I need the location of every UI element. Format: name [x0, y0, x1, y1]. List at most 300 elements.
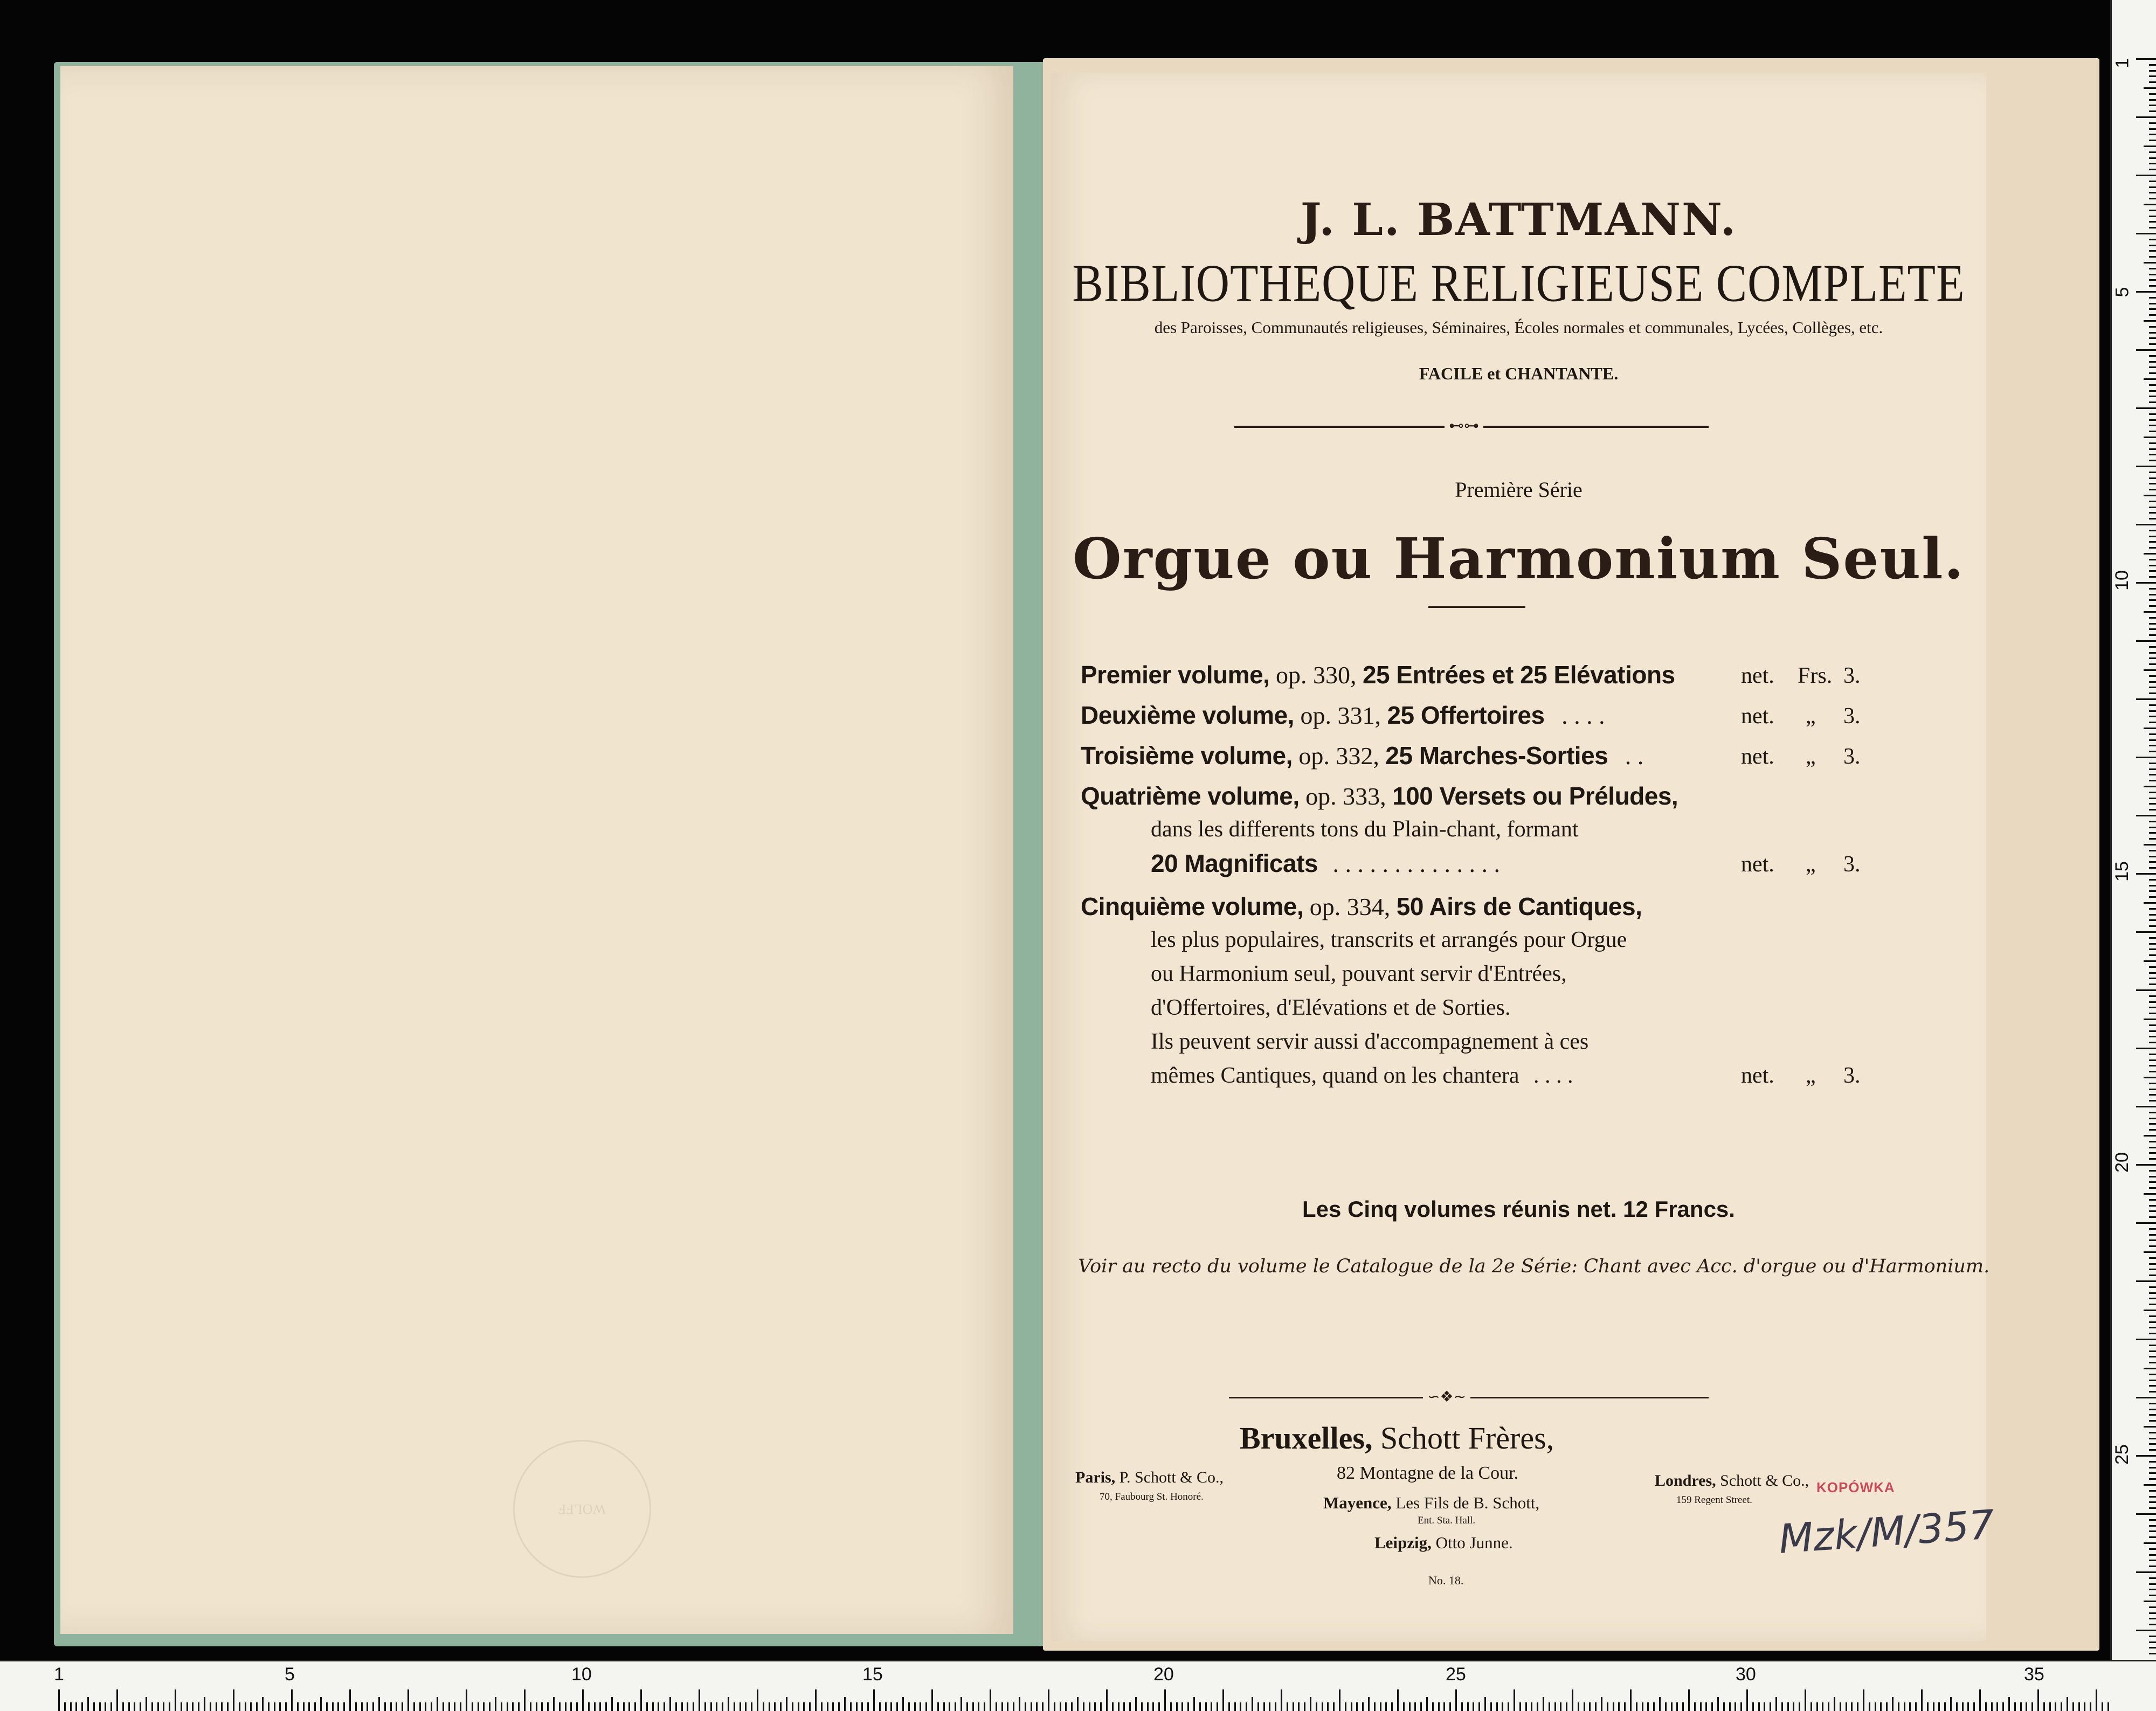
- ruler-tick: [2149, 687, 2156, 688]
- ruler-tick: [1257, 1702, 1259, 1711]
- ruler-tick: [2149, 1472, 2156, 1474]
- ruler-tick: [966, 1702, 968, 1711]
- ruler-tick: [1770, 1702, 1771, 1711]
- ruler-tick: [1927, 1702, 1929, 1711]
- left-blank-page: [60, 66, 1013, 1634]
- ruler-tick: [1473, 1702, 1474, 1711]
- ruler-tick: [2149, 1647, 2156, 1648]
- ruler-tick: [576, 1702, 578, 1711]
- library-tagline: FACILE et CHANTANTE.: [1419, 364, 1619, 383]
- ruler-tick: [291, 1689, 293, 1711]
- ruler-tick: [2149, 361, 2156, 363]
- ruler-tick: [1729, 1702, 1731, 1711]
- ruler-tick: [786, 1697, 787, 1711]
- ruler-tick: [949, 1702, 950, 1711]
- ruler-tick: [2149, 1420, 2156, 1422]
- ruler-tick: [507, 1702, 508, 1711]
- ruler-tick: [1013, 1702, 1014, 1711]
- ruler-tick: [2149, 1036, 2156, 1037]
- ruler-tick: [861, 1702, 863, 1711]
- ruler-tick: [2149, 983, 2156, 985]
- ruler-tick: [1682, 1702, 1684, 1711]
- ruler-tick: [1170, 1702, 1172, 1711]
- ruler-tick: [1554, 1702, 1556, 1711]
- ruler-tick: [2149, 343, 2156, 345]
- ruler-tick: [594, 1702, 596, 1711]
- ruler-tick: [1181, 1702, 1183, 1711]
- ruler-tick: [2149, 1112, 2156, 1113]
- ruler-tick: [2149, 326, 2156, 328]
- ruler-tick: [699, 1689, 700, 1711]
- ruler-tick: [2149, 221, 2156, 223]
- ruler-tick: [2149, 1525, 2156, 1527]
- ruler-tick: [256, 1702, 258, 1711]
- ruler-tick: [478, 1702, 479, 1711]
- ruler-tick: [1147, 1702, 1149, 1711]
- ruler-tick: [2149, 1129, 2156, 1131]
- ruler-tick: [2144, 902, 2156, 904]
- ruler-tick: [2149, 419, 2156, 421]
- volume-2-price: 3.: [1843, 704, 1861, 729]
- ruler-tick: [81, 1702, 83, 1711]
- ruler-tick: [1566, 1702, 1567, 1711]
- ruler-tick: [1822, 1702, 1823, 1711]
- ruler-tick: [2149, 594, 2156, 595]
- ruler-tick: [1100, 1702, 1102, 1711]
- ruler-tick: [2149, 919, 2156, 921]
- ruler-tick: [2014, 1702, 2016, 1711]
- ruler-tick: [734, 1702, 735, 1711]
- ruler-tick: [1031, 1702, 1032, 1711]
- ruler-tick: [2149, 140, 2156, 141]
- ruler-tick: [2149, 948, 2156, 950]
- ruler-tick: [1380, 1702, 1381, 1711]
- ruler-tick: [2149, 1519, 2156, 1521]
- ruler-tick: [2149, 541, 2156, 543]
- ruler-tick: [1811, 1702, 1812, 1711]
- ruler-tick: [832, 1702, 834, 1711]
- ruler-tick: [1083, 1702, 1084, 1711]
- ruler-tick: [2149, 454, 2156, 455]
- ruler-tick: [1875, 1702, 1876, 1711]
- ruler-tick: [303, 1702, 305, 1711]
- ruler-tick: [664, 1702, 665, 1711]
- ruler-tick: [844, 1697, 846, 1711]
- ruler-tick: [2149, 803, 2156, 805]
- ruler-tick: [2149, 1071, 2156, 1072]
- ruler-tick: [2149, 570, 2156, 572]
- title-page: [1051, 73, 1990, 1641]
- ruler-tick: [361, 1702, 363, 1711]
- ruler-tick: [1060, 1702, 1061, 1711]
- ruler-tick: [1129, 1702, 1131, 1711]
- volume-1-currency: Frs.: [1798, 663, 1833, 688]
- ruler-tick: [2149, 1042, 2156, 1043]
- ruler-tick: [1467, 1702, 1469, 1711]
- ruler-tick: [2136, 698, 2156, 700]
- ruler-tick: [2149, 1403, 2156, 1404]
- author-name: J. L. BATTMANN.: [1300, 194, 1737, 246]
- ruler-tick: [1374, 1702, 1376, 1711]
- ruler-tick: [2149, 652, 2156, 654]
- ruler-tick: [2149, 366, 2156, 368]
- ruler-tick: [2144, 786, 2156, 787]
- ruler-tick: [2149, 1001, 2156, 1003]
- ruler-right-label: 25: [2111, 1444, 2132, 1465]
- ruler-tick: [2149, 1118, 2156, 1119]
- ruler-tick: [960, 1697, 962, 1711]
- ruler-tick: [1089, 1702, 1090, 1711]
- ruler-tick: [1537, 1702, 1538, 1711]
- ruler-tick: [2149, 81, 2156, 83]
- ruler-tick: [2136, 931, 2156, 933]
- ruler-tick: [1950, 1697, 1952, 1711]
- ruler-tick: [2149, 1530, 2156, 1532]
- ruler-tick: [1508, 1702, 1509, 1711]
- ruler-tick: [2149, 774, 2156, 775]
- ruler-tick: [1135, 1697, 1137, 1711]
- ruler-tick: [1933, 1702, 1934, 1711]
- ruler-tick: [2136, 1106, 2156, 1107]
- ruler-tick: [623, 1702, 625, 1711]
- ruler-tick: [1252, 1697, 1253, 1711]
- ruler-tick: [297, 1702, 299, 1711]
- ruler-tick: [1391, 1702, 1393, 1711]
- ruler-tick: [2136, 1280, 2156, 1282]
- ruler-tick: [2096, 1689, 2097, 1711]
- ruler-tick: [2149, 198, 2156, 199]
- ruler-tick: [2149, 792, 2156, 793]
- ruler-tick: [885, 1702, 887, 1711]
- handwritten-note: Voir au recto du volume le Catalogue de la 2e Série: Chant avec Acc. d'orgue ou d'Harmonium.: [1078, 1256, 1990, 1277]
- ruler-tick: [186, 1702, 188, 1711]
- ruler-tick: [780, 1702, 782, 1711]
- ruler-tick: [151, 1702, 153, 1711]
- ruler-tick: [2144, 1251, 2156, 1253]
- ruler-tick: [2149, 227, 2156, 228]
- ruler-tick: [2144, 378, 2156, 380]
- ruler-tick: [2149, 1443, 2156, 1445]
- ruler-tick: [216, 1702, 217, 1711]
- ruler-tick: [2149, 838, 2156, 840]
- ruler-tick: [2149, 1170, 2156, 1172]
- ruler-tick: [2149, 716, 2156, 717]
- publisher-address: 82 Montagne de la Cour.: [1337, 1463, 1519, 1483]
- ruler-tick: [2149, 1595, 2156, 1596]
- publisher-main: Bruxelles, Schott Frères,: [1240, 1421, 1554, 1456]
- ruler-tick: [314, 1702, 316, 1711]
- volume-5-line-4: Ils peuvent servir aussi d'accompagnement à ces: [1151, 1029, 1589, 1054]
- ruler-tick: [512, 1702, 514, 1711]
- ruler-tick: [2149, 1350, 2156, 1352]
- ruler-tick: [2149, 739, 2156, 741]
- ruler-tick: [2149, 250, 2156, 252]
- ruler-tick: [2149, 565, 2156, 566]
- ruler-tick: [367, 1702, 368, 1711]
- short-divider-rule: [1428, 606, 1525, 608]
- ruler-tick: [2149, 856, 2156, 857]
- ruler-tick: [413, 1702, 415, 1711]
- volume-row-1: Premier volume, op. 330, 25 Entrées et 25 Elévations: [1081, 661, 1675, 689]
- ruler-tick: [2149, 943, 2156, 945]
- ruler-tick: [890, 1702, 892, 1711]
- ruler-bottom-label: 25: [1446, 1664, 1466, 1685]
- ruler-tick: [1118, 1702, 1120, 1711]
- ruler-tick: [2149, 122, 2156, 124]
- ruler-tick: [2149, 1263, 2156, 1265]
- ruler-tick: [105, 1702, 106, 1711]
- volume-2-currency: „: [1806, 704, 1816, 729]
- ruler-tick: [605, 1702, 607, 1711]
- ruler-tick: [466, 1689, 467, 1711]
- ruler-tick: [93, 1702, 95, 1711]
- ruler-tick: [2149, 1024, 2156, 1026]
- ruler-tick: [873, 1689, 875, 1711]
- volume-2-net: net.: [1741, 704, 1774, 729]
- ruler-tick: [99, 1702, 101, 1711]
- ruler-tick: [704, 1702, 706, 1711]
- ruler-tick: [2149, 1123, 2156, 1125]
- ruler-tick: [140, 1702, 141, 1711]
- ruler-tick: [1880, 1702, 1882, 1711]
- ruler-tick: [1938, 1702, 1940, 1711]
- ruler-tick: [1700, 1702, 1702, 1711]
- ruler-tick: [2144, 1077, 2156, 1078]
- ruler-tick: [2136, 640, 2156, 642]
- ruler-tick: [2078, 1702, 2080, 1711]
- ruler-tick: [425, 1702, 426, 1711]
- ruler-tick: [146, 1697, 147, 1711]
- ruler-tick: [1857, 1702, 1858, 1711]
- ruler-tick: [2067, 1697, 2068, 1711]
- ruler-tick: [2149, 332, 2156, 334]
- ruler-tick: [553, 1697, 555, 1711]
- volume-3-net: net.: [1741, 744, 1774, 769]
- ruler-tick: [518, 1702, 520, 1711]
- ruler-tick: [2149, 1374, 2156, 1375]
- ruler-tick: [2144, 1135, 2156, 1137]
- ruler-tick: [2149, 1560, 2156, 1561]
- ruler-tick: [2149, 489, 2156, 490]
- ruler-tick: [2149, 308, 2156, 310]
- ruler-tick: [1904, 1702, 1905, 1711]
- ruler-tick: [2149, 1636, 2156, 1637]
- ruler-tick: [2149, 763, 2156, 764]
- ruler-tick: [2136, 1513, 2156, 1515]
- ruler-tick: [2149, 1245, 2156, 1247]
- ruler-tick: [169, 1702, 170, 1711]
- ruler-tick: [827, 1702, 828, 1711]
- ruler-tick: [2149, 512, 2156, 514]
- ruler-tick: [1525, 1702, 1527, 1711]
- ruler-tick: [1618, 1702, 1620, 1711]
- ruler-tick: [2049, 1702, 2051, 1711]
- ruler-tick: [2144, 669, 2156, 671]
- ruler-tick: [2149, 169, 2156, 170]
- ruler-tick: [1152, 1702, 1154, 1711]
- ruler-tick: [2149, 181, 2156, 182]
- ruler-tick: [2026, 1702, 2027, 1711]
- ruler-tick: [2149, 1554, 2156, 1556]
- ruler-tick: [221, 1702, 223, 1711]
- ruler-tick: [2149, 1536, 2156, 1538]
- ruler-tick: [1711, 1702, 1713, 1711]
- ruler-tick: [308, 1702, 310, 1711]
- ruler-tick: [2144, 146, 2156, 147]
- ruler-tick: [1834, 1697, 1835, 1711]
- ruler-tick: [1205, 1702, 1207, 1711]
- ruler-tick: [1187, 1702, 1189, 1711]
- ruler-tick: [233, 1689, 234, 1711]
- ruler-tick: [821, 1702, 823, 1711]
- ruler-tick: [2008, 1697, 2010, 1711]
- ruler-tick: [2144, 262, 2156, 264]
- ruler-tick: [693, 1702, 694, 1711]
- ruler-tick: [2149, 1304, 2156, 1305]
- ruler-tick: [1676, 1702, 1678, 1711]
- ruler-right-label: 1: [2112, 58, 2133, 68]
- publisher-leipzig: Leipzig, Otto Junne.: [1374, 1533, 1513, 1552]
- ruler-tick: [1805, 1689, 1806, 1711]
- ruler-tick: [2149, 780, 2156, 781]
- ruler-tick: [2149, 355, 2156, 357]
- ruler-tick: [1863, 1689, 1864, 1711]
- ruler-tick: [990, 1689, 991, 1711]
- ruler-tick: [2144, 1601, 2156, 1602]
- ruler-tick: [1752, 1702, 1754, 1711]
- ruler-tick: [2149, 483, 2156, 484]
- ruler-tick: [1443, 1702, 1445, 1711]
- ruler-tick: [1461, 1702, 1463, 1711]
- shelfmark-handwritten: Mzk/M/357: [1777, 1501, 1996, 1563]
- ruler-tick: [530, 1702, 531, 1711]
- ruler-bottom-label: 5: [285, 1664, 295, 1685]
- copy-stamp: KOPÓWKA: [1816, 1479, 1895, 1495]
- ruler-tick: [937, 1702, 939, 1711]
- ruler-tick: [2149, 163, 2156, 164]
- volume-5-currency: „: [1806, 1063, 1816, 1088]
- ruler-tick: [1601, 1697, 1602, 1711]
- volume-row-4: Quatrième volume, op. 333, 100 Versets ou Préludes,: [1081, 782, 1678, 810]
- ruler-tick: [2149, 1321, 2156, 1323]
- ruler-tick: [2149, 1490, 2156, 1492]
- ruler-tick: [2107, 1702, 2109, 1711]
- series-title: Orgue ou Harmonium Seul.: [1073, 525, 1965, 592]
- ruler-tick: [110, 1702, 112, 1711]
- volume-4-magnificats: 20 Magnificats . . . . . . . . . . . . . .: [1151, 849, 1500, 877]
- ruler-tick: [2149, 128, 2156, 130]
- ruler-tick: [879, 1702, 881, 1711]
- ruler-tick: [1607, 1702, 1608, 1711]
- ruler-tick: [2149, 110, 2156, 112]
- ruler-tick: [1846, 1702, 1847, 1711]
- ruler-tick: [978, 1702, 979, 1711]
- ruler-tick: [646, 1702, 648, 1711]
- publisher-ornament-icon: ∽❖∼: [1423, 1388, 1470, 1406]
- ruler-tick: [1176, 1702, 1178, 1711]
- ruler-tick: [2136, 291, 2156, 293]
- publisher-paris-address: 70, Faubourg St. Honoré.: [1100, 1491, 1204, 1502]
- ruler-tick: [1624, 1702, 1626, 1711]
- ruler-tick: [740, 1702, 741, 1711]
- ruler-tick: [611, 1697, 613, 1711]
- ruler-tick: [669, 1697, 671, 1711]
- ruler-tick: [134, 1702, 135, 1711]
- ruler-tick: [2149, 314, 2156, 316]
- ruler-tick: [262, 1697, 264, 1711]
- ruler-tick: [407, 1689, 409, 1711]
- ruler-tick: [2020, 1702, 2022, 1711]
- ruler-tick: [2149, 908, 2156, 910]
- ruler-tick: [2149, 268, 2156, 269]
- ruler-tick: [809, 1702, 811, 1711]
- ruler-tick: [2149, 372, 2156, 374]
- ruler-tick: [2144, 1019, 2156, 1020]
- ruler-tick: [163, 1702, 164, 1711]
- ruler-tick: [2090, 1702, 2091, 1711]
- scale-ruler-horizontal: [0, 1660, 2156, 1711]
- ruler-tick: [1793, 1702, 1794, 1711]
- ruler-tick: [2149, 1577, 2156, 1579]
- ruler-tick: [1077, 1697, 1079, 1711]
- ruler-tick: [2149, 1380, 2156, 1381]
- publisher-paris: Paris, P. Schott & Co.,: [1075, 1468, 1224, 1486]
- ruler-tick: [745, 1702, 747, 1711]
- ruler-tick: [2149, 559, 2156, 560]
- ruler-tick: [1042, 1702, 1044, 1711]
- ruler-tick: [2149, 1653, 2156, 1654]
- ruler-tick: [2149, 64, 2156, 66]
- ruler-bottom-label: 10: [571, 1664, 592, 1685]
- ruler-tick: [2136, 1339, 2156, 1340]
- ruler-tick: [1840, 1702, 1841, 1711]
- ruler-tick: [2149, 186, 2156, 188]
- ruler-tick: [2055, 1702, 2056, 1711]
- ruler-tick: [279, 1702, 281, 1711]
- ruler-tick: [716, 1702, 717, 1711]
- ruler-tick: [1694, 1702, 1696, 1711]
- ruler-right-label: 15: [2111, 861, 2132, 882]
- ruler-tick: [2149, 1391, 2156, 1393]
- ruler-tick: [70, 1702, 72, 1711]
- ruler-tick: [2149, 70, 2156, 72]
- ruler-tick: [2149, 1065, 2156, 1066]
- ruler-tick: [1764, 1702, 1765, 1711]
- ruler-tick: [1065, 1702, 1067, 1711]
- ruler-tick: [2144, 204, 2156, 205]
- ruler-tick: [2144, 611, 2156, 613]
- ruler-tick: [349, 1689, 351, 1711]
- ruler-tick: [2144, 1542, 2156, 1544]
- ruler-tick: [1973, 1702, 1975, 1711]
- volume-5-line-3: d'Offertoires, d'Elévations et de Sorties.: [1151, 995, 1511, 1020]
- volume-1-price: 3.: [1843, 663, 1861, 688]
- ruler-tick: [2149, 1315, 2156, 1317]
- ruler-tick: [2149, 210, 2156, 211]
- ruler-tick: [460, 1702, 461, 1711]
- ruler-tick: [2149, 1624, 2156, 1625]
- ruler-tick: [2149, 628, 2156, 630]
- ruler-tick: [1514, 1689, 1515, 1711]
- ruler-tick: [2149, 396, 2156, 397]
- ruler-tick: [728, 1697, 729, 1711]
- ruler-tick: [2149, 1228, 2156, 1230]
- ruler-tick: [972, 1702, 974, 1711]
- ruler-tick: [1956, 1702, 1958, 1711]
- ruler-tick: [2149, 1054, 2156, 1055]
- ruler-tick: [2149, 1176, 2156, 1177]
- ruler-tick: [2136, 1455, 2156, 1457]
